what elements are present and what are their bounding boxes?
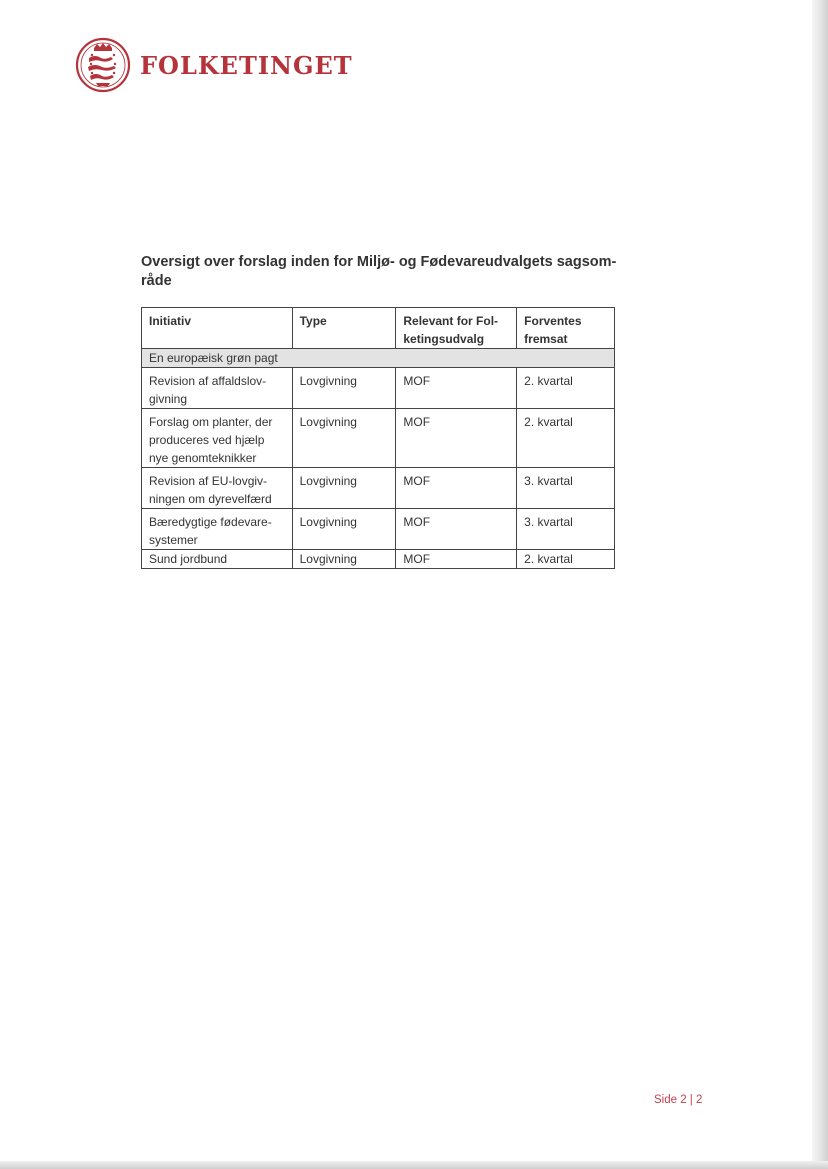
table-row	[142, 550, 615, 569]
logo-wordmark: FOLKETINGET	[140, 50, 353, 80]
cell-expected: 2. kvartal	[517, 368, 615, 409]
cell-initiative: Revision af affaldslov-givning	[142, 368, 293, 409]
cell-type: Lovgivning	[292, 468, 396, 509]
cell-type: Lovgivning	[292, 409, 396, 468]
cell-committee: MOF	[396, 509, 517, 550]
document-title: Oversigt over forslag inden for Miljø- og Fødevareudvalgets sagsom-råde	[141, 254, 617, 289]
column-header-expected: Forventes fremsat	[517, 308, 615, 349]
cell-committee: MOF	[396, 368, 517, 409]
table-header-row	[142, 308, 615, 349]
cell-expected: 3. kvartal	[517, 468, 615, 509]
cell-expected: 2. kvartal	[517, 550, 615, 569]
cell-type: Lovgivning	[292, 509, 396, 550]
cell-initiative: Revision af EU-lovgiv-ningen om dyrevelfærd	[142, 468, 293, 509]
cell-initiative: Sund jordbund	[142, 550, 293, 569]
table-row	[142, 409, 615, 468]
column-header-type: Type	[292, 308, 396, 349]
table-row	[142, 368, 615, 409]
cell-type: Lovgivning	[292, 550, 396, 569]
page-number: Side 2 | 2	[654, 1094, 703, 1106]
column-header-committee: Relevant for Fol-ketingsudvalg	[396, 308, 517, 349]
cell-committee: MOF	[396, 550, 517, 569]
proposals-table	[141, 307, 615, 569]
table-row	[142, 509, 615, 550]
scan-edge-right	[812, 0, 828, 1169]
scan-edge-bottom	[0, 1161, 828, 1169]
cell-committee: MOF	[396, 409, 517, 468]
section-label: En europæisk grøn pagt	[142, 349, 615, 368]
cell-initiative: Forslag om planter, der produceres ved hjælp nye genomteknikker	[142, 409, 293, 468]
royal-crest-icon	[74, 36, 132, 94]
cell-expected: 2. kvartal	[517, 409, 615, 468]
table-row	[142, 468, 615, 509]
table-section-row	[142, 349, 615, 368]
folketinget-logo	[74, 36, 353, 94]
column-header-initiative: Initiativ	[142, 308, 293, 349]
cell-expected: 3. kvartal	[517, 509, 615, 550]
cell-committee: MOF	[396, 468, 517, 509]
cell-initiative: Bæredygtige fødevare-systemer	[142, 509, 293, 550]
cell-type: Lovgivning	[292, 368, 396, 409]
